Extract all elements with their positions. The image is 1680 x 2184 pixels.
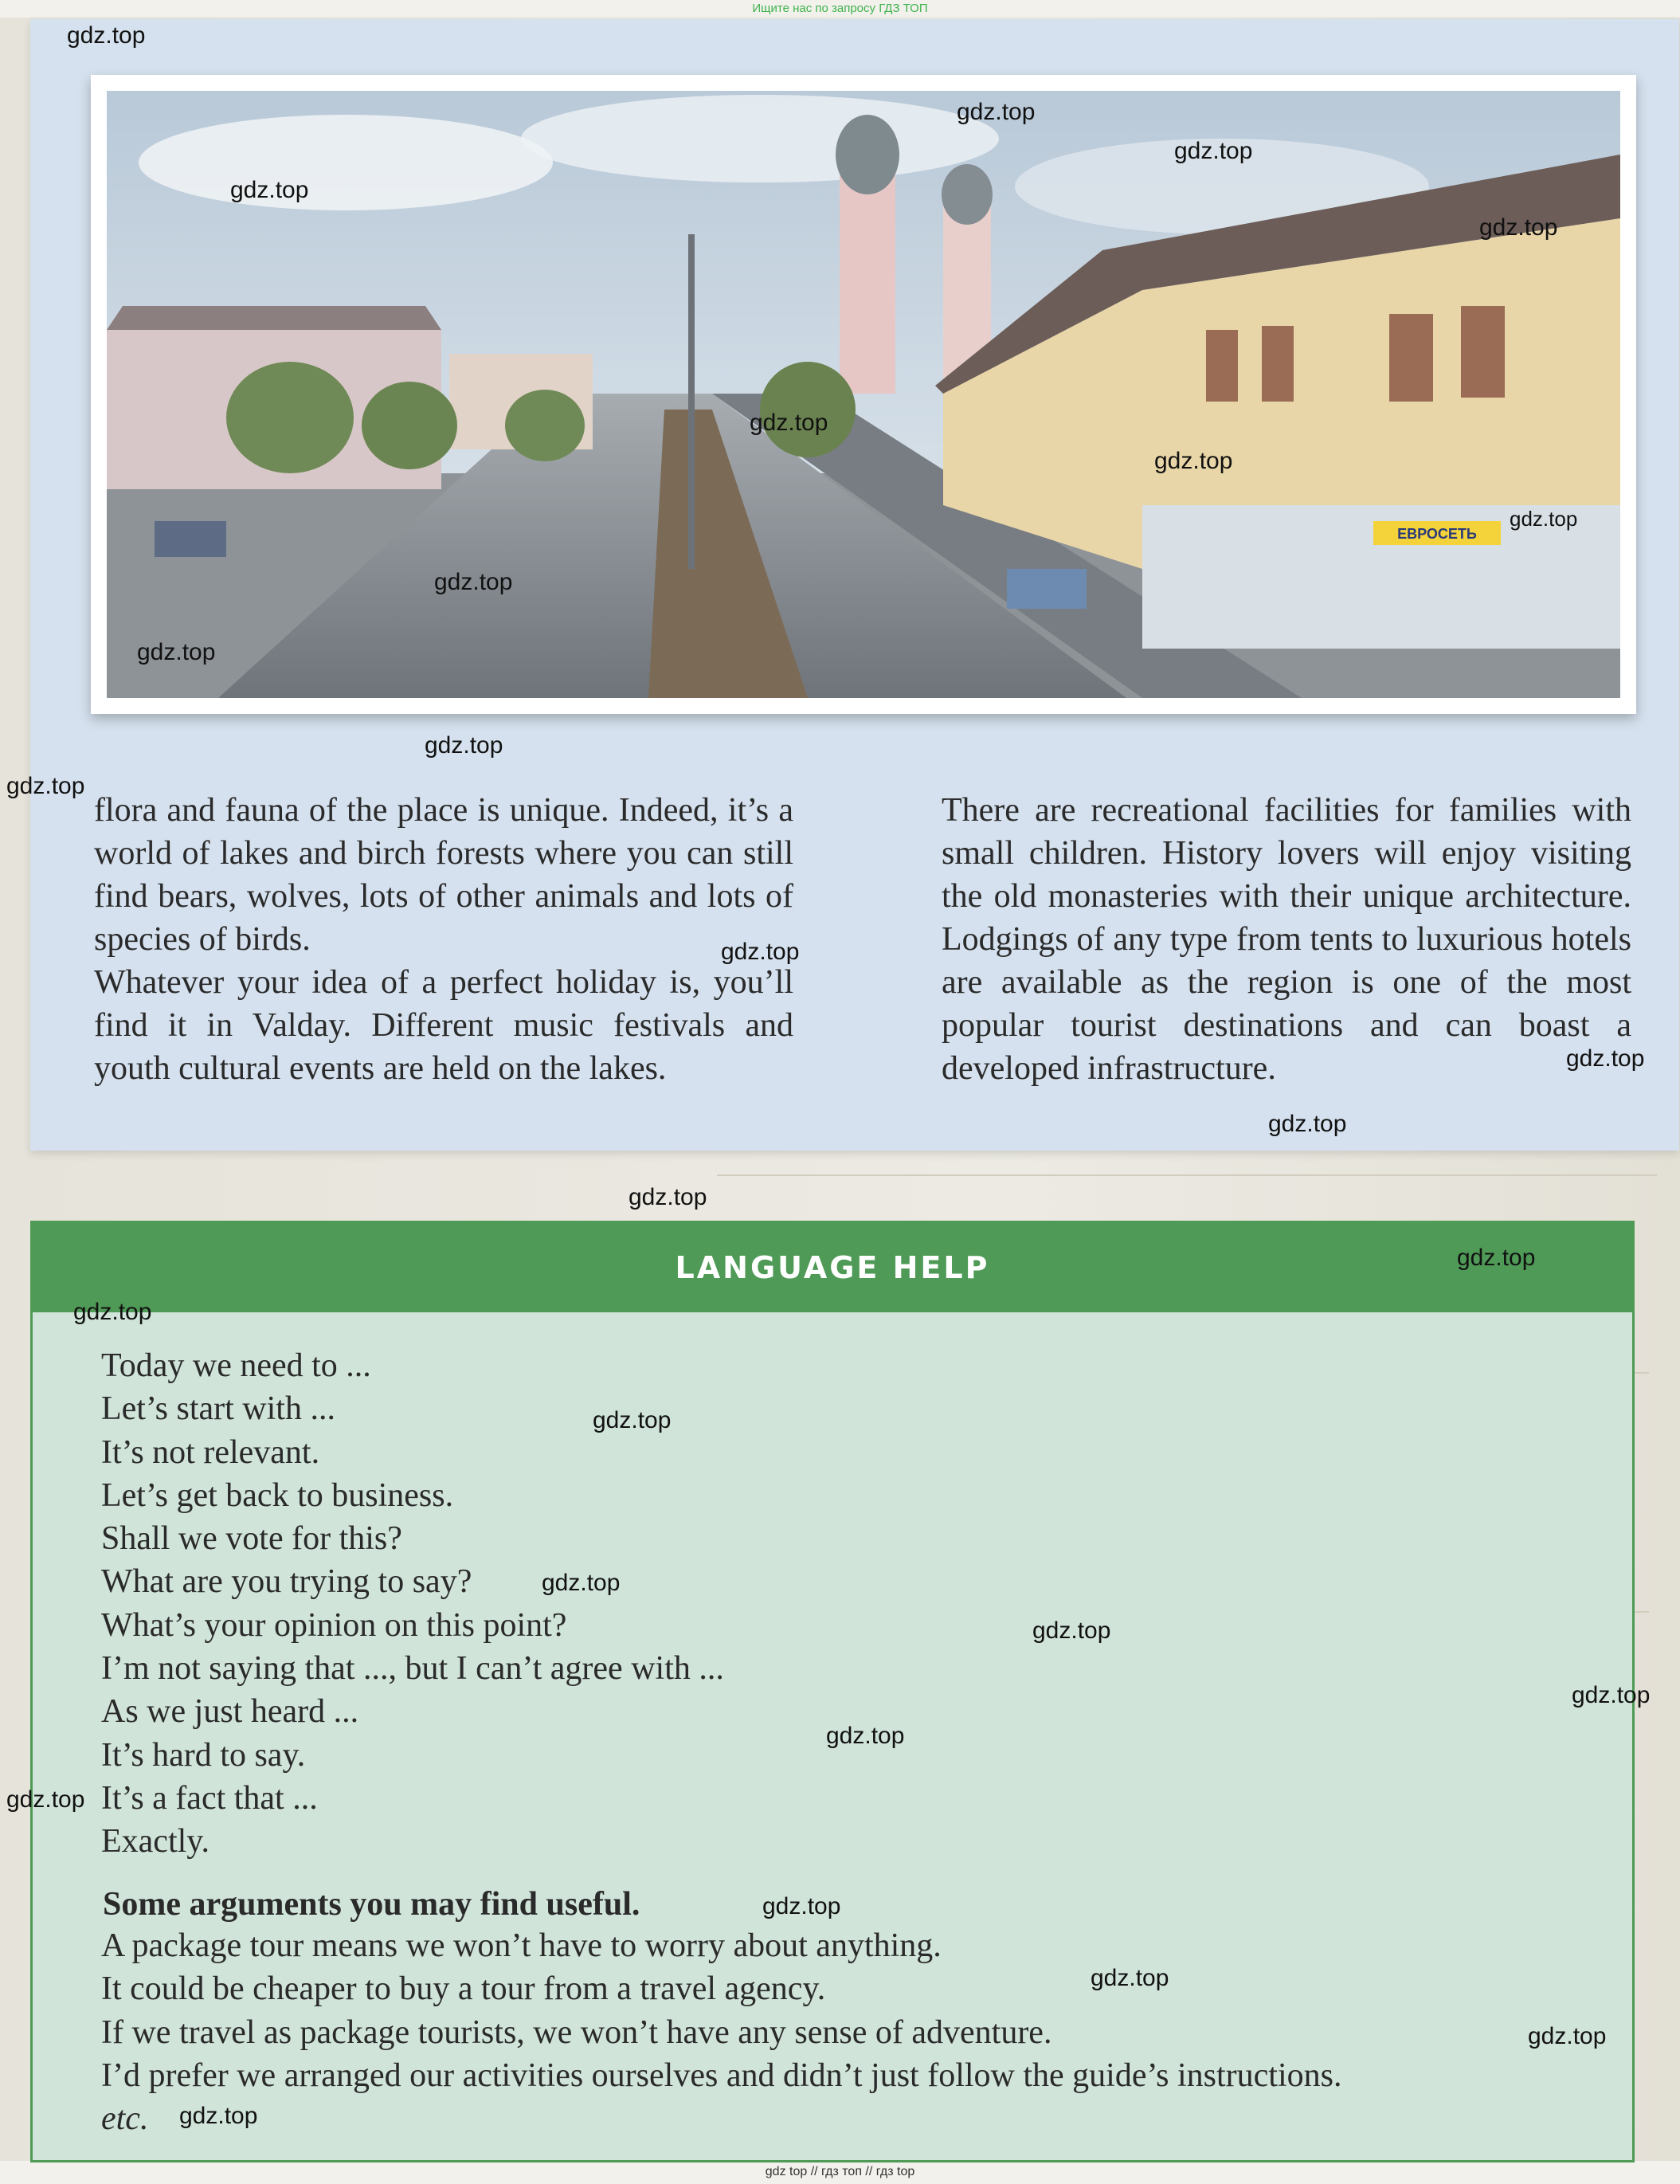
watermark: gdz.top: [957, 99, 1036, 125]
argument-list: [101, 1924, 1342, 2140]
watermark: gdz.top: [6, 1786, 85, 1813]
site-banner[interactable]: Ищите нас по запросу ГДЗ ТОП: [752, 2, 928, 15]
watermark: gdz.top: [542, 1570, 621, 1596]
watermark: gdz.top: [826, 1723, 905, 1749]
language-help-box: [30, 1221, 1635, 2162]
watermark: gdz.top: [721, 939, 800, 965]
argument-item: etc.: [101, 2100, 149, 2138]
phrase-item: Let’s start with ...: [101, 1390, 335, 1428]
footer-banner[interactable]: gdz top // гдз топ // гдз top: [765, 2165, 915, 2178]
phrase-item: As we just heard ...: [101, 1693, 359, 1731]
watermark: gdz.top: [230, 177, 309, 203]
watermark: gdz.top: [593, 1407, 672, 1433]
watermark: gdz.top: [1528, 2023, 1607, 2049]
watermark: gdz.top: [1174, 138, 1253, 164]
watermark: gdz.top: [6, 773, 85, 799]
article-paragraph: Whatever your idea of a perfect holiday is, you’ll find it in Valday. Different music festivals and youth cultural events are held on the lakes.: [94, 964, 793, 1087]
phrase-item: What are you trying to say?: [101, 1563, 472, 1601]
argument-item: I’d prefer we arranged our activities ourselves and didn’t just follow the guide’s instructions.: [101, 2057, 1342, 2094]
phrase-item: Shall we vote for this?: [101, 1520, 402, 1558]
valday-photo: [91, 75, 1636, 714]
watermark: gdz.top: [1566, 1045, 1645, 1072]
watermark: gdz.top: [750, 410, 828, 436]
phrase-item: Today we need to ...: [101, 1347, 371, 1384]
article-paragraph: flora and fauna of the place is unique. Indeed, it’s a world of lakes and birch forests where you can still find bears, wolves, lots of other animals and lots of species of birds.: [94, 792, 793, 958]
street-scene-illustration: [107, 91, 1620, 698]
article-right-column: [942, 789, 1631, 1090]
phrase-item: Let’s get back to business.: [101, 1476, 454, 1514]
watermark: gdz.top: [73, 1299, 152, 1325]
watermark: gdz.top: [1032, 1617, 1111, 1644]
watermark: gdz.top: [1091, 1965, 1169, 1991]
watermark: gdz.top: [1572, 1682, 1651, 1708]
watermark: gdz.top: [425, 732, 503, 759]
phrase-item: What’s your opinion on this point?: [101, 1606, 567, 1644]
watermark: gdz.top: [762, 1893, 841, 1919]
article-paragraph: There are recreational facilities for families with small children. History lovers will enjoy visiting the old monasteries with their unique architecture. Lodgings of any type from tents to luxurious hotels are available as the region is one of the most popular tourist destinations and can boast a developed infrastructure.: [942, 792, 1631, 1087]
watermark: gdz.top: [1479, 214, 1558, 241]
phrase-item: It’s a fact that ...: [101, 1779, 318, 1817]
watermark: gdz.top: [67, 22, 146, 49]
watermark: gdz.top: [1457, 1245, 1536, 1271]
arguments-title: Some arguments you may find useful.: [103, 1886, 640, 1923]
watermark: gdz.top: [434, 569, 513, 595]
watermark: gdz.top: [137, 639, 216, 665]
watermark: gdz.top: [629, 1184, 707, 1210]
argument-item: A package tour means we won’t have to worry about anything.: [101, 1927, 942, 1964]
argument-item: If we travel as package tourists, we won’t have any sense of adventure.: [101, 2013, 1052, 2051]
phrase-item: I’m not saying that ..., but I can’t agree with ...: [101, 1650, 724, 1688]
ghost-divider: [717, 1174, 1657, 1176]
phrase-item: It’s not relevant.: [101, 1433, 320, 1471]
language-help-title: LANGUAGE HELP: [33, 1223, 1632, 1312]
watermark: gdz.top: [1268, 1111, 1347, 1137]
phrase-item: It’s hard to say.: [101, 1736, 306, 1774]
watermark: gdz.top: [1510, 507, 1578, 531]
argument-item: It could be cheaper to buy a tour from a travel agency.: [101, 1970, 826, 2008]
shop-sign: ЕВРОСЕТЬ: [1397, 526, 1477, 542]
article-left-column: [94, 789, 793, 1090]
phrase-item: Exactly.: [101, 1823, 210, 1861]
watermark: gdz.top: [179, 2103, 258, 2129]
watermark: gdz.top: [1154, 448, 1233, 474]
